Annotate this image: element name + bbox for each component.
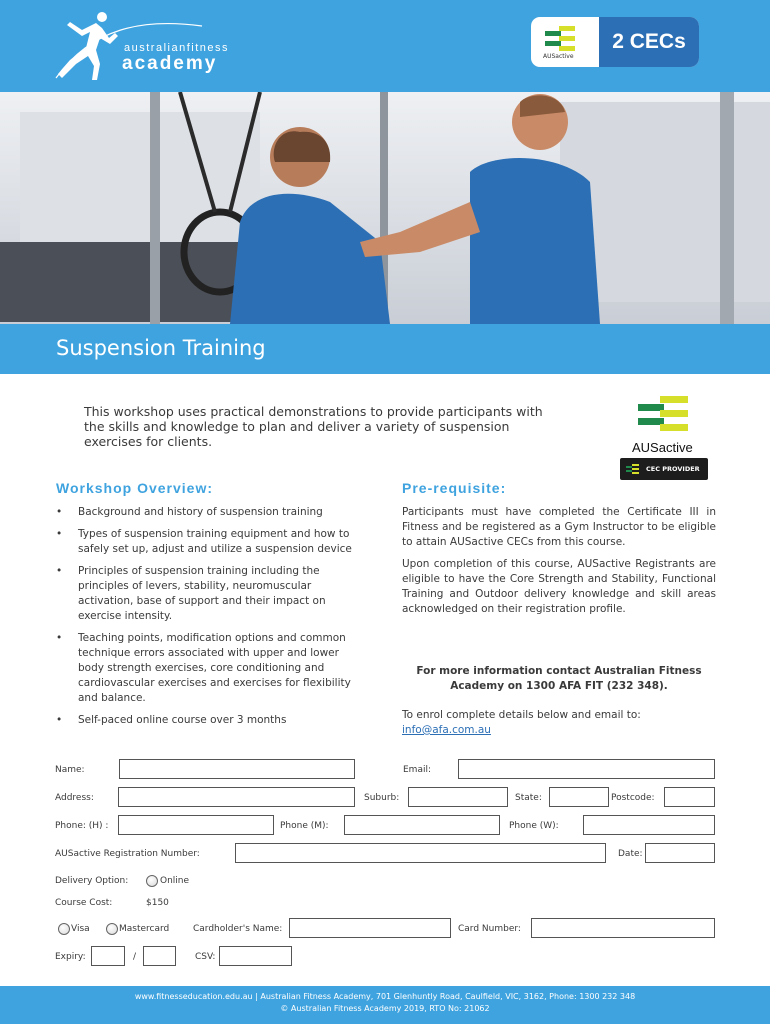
- hero-photo: [0, 92, 770, 324]
- phone-h-label: Phone: (H) :: [55, 821, 109, 831]
- footer: [0, 986, 770, 1024]
- logo-text-bottom: academy: [122, 53, 218, 74]
- prereq-text: [402, 505, 716, 624]
- cec-count: 2 CECs: [599, 17, 699, 67]
- email-field[interactable]: [458, 759, 715, 779]
- header-bar: [0, 0, 770, 92]
- list-item: • Background and history of suspension training: [56, 505, 366, 520]
- list-item: • Principles of suspension training including the principles of levers, stability, neuromuscular activation, base of support and their impact on exercise intensity.: [56, 564, 366, 624]
- suburb-field[interactable]: [408, 787, 508, 807]
- cardholder-field[interactable]: [289, 918, 451, 938]
- cec-provider-badge: [620, 458, 708, 480]
- postcode-label: Postcode:: [611, 793, 655, 803]
- delivery-label: Delivery Option:: [55, 876, 129, 886]
- expiry-month-field[interactable]: [91, 946, 125, 966]
- page-title: Suspension Training: [56, 336, 266, 360]
- ausactive-label: AUSactive: [632, 440, 693, 455]
- email-link[interactable]: info@afa.com.au: [402, 724, 491, 736]
- course-cost-value: $150: [146, 898, 169, 908]
- expiry-label: Expiry:: [55, 952, 86, 962]
- footer-copyright: © Australian Fitness Academy 2019, RTO No: 21062: [280, 1004, 490, 1013]
- mastercard-radio[interactable]: [106, 923, 118, 935]
- title-band: [0, 324, 770, 374]
- csv-label: CSV:: [195, 952, 216, 962]
- name-label: Name:: [55, 765, 85, 775]
- overview-title: Workshop Overview:: [56, 480, 214, 496]
- phone-m-field[interactable]: [344, 815, 500, 835]
- expiry-separator: /: [133, 952, 137, 962]
- address-label: Address:: [55, 793, 94, 803]
- enrol-info: [402, 708, 716, 738]
- visa-radio[interactable]: [58, 923, 70, 935]
- phone-m-label: Phone (M):: [280, 821, 329, 831]
- list-item: • Self-paced online course over 3 months: [56, 713, 366, 728]
- phone-h-field[interactable]: [118, 815, 274, 835]
- phone-w-field[interactable]: [583, 815, 715, 835]
- list-item: • Types of suspension training equipment and how to safely set up, adjust and utilize a suspension device: [56, 527, 366, 557]
- course-cost-label: Course Cost:: [55, 898, 113, 908]
- contact-info: For more information contact Australian Fitness Academy on 1300 AFA FIT (232 348).: [416, 665, 702, 692]
- state-field[interactable]: [549, 787, 609, 807]
- email-label: Email:: [403, 765, 432, 775]
- reg-number-field[interactable]: [235, 843, 606, 863]
- suburb-label: Suburb:: [364, 793, 400, 803]
- cec-badge-logo-text: AUSactive: [543, 53, 574, 60]
- footer-address: www.fitnesseducation.edu.au | Australian Fitness Academy, 701 Glenhuntly Road, Caulfield, VIC, 3162, Phone: 1300 232 348: [134, 992, 636, 1001]
- date-field[interactable]: [645, 843, 715, 863]
- prereq-title: Pre-requisite:: [402, 480, 507, 496]
- phone-w-label: Phone (W):: [509, 821, 559, 831]
- card-number-label: Card Number:: [458, 924, 521, 934]
- enrol-text: To enrol complete details below and email to:: [402, 709, 641, 721]
- name-field[interactable]: [119, 759, 355, 779]
- address-field[interactable]: [118, 787, 355, 807]
- visa-label: Visa: [71, 924, 90, 934]
- prereq-paragraph-1: Participants must have completed the Certificate III in Fitness and be registered as a Gym Instructor to be eligible to attain AUSactive CECs from this course.: [402, 506, 716, 548]
- list-item: • Teaching points, modification options and common technique errors associated with upper and lower body strength exercises, core conditioning and cardiovascular exercises and exercises for flexibility and balance.: [56, 631, 366, 706]
- postcode-field[interactable]: [664, 787, 715, 807]
- expiry-year-field[interactable]: [143, 946, 176, 966]
- cec-provider-icon: [626, 463, 640, 475]
- date-label: Date:: [618, 849, 643, 859]
- ausactive-mini-icon: [545, 23, 585, 57]
- card-number-field[interactable]: [531, 918, 715, 938]
- mastercard-label: Mastercard: [119, 924, 170, 934]
- online-label: Online: [160, 876, 190, 886]
- csv-field[interactable]: [219, 946, 292, 966]
- cec-badge: [531, 17, 699, 67]
- intro-text: This workshop uses practical demonstrations to provide participants with the skills and knowledge to plan and deliver a variety of suspension exercises for clients.: [84, 404, 543, 449]
- cardholder-label: Cardholder's Name:: [193, 924, 283, 934]
- cec-provider-text: CEC PROVIDER: [646, 465, 700, 473]
- prereq-paragraph-2: Upon completion of this course, AUSactive Registrants are eligible to have the Core Strength and Stability, Functional Training and Outdoor delivery knowledge and skill areas acknowledged on their registration profile.: [402, 558, 716, 615]
- reg-number-label: AUSactive Registration Number:: [55, 849, 200, 859]
- online-radio[interactable]: [146, 875, 158, 887]
- logo-text-top: australianfitness: [124, 42, 229, 54]
- state-label: State:: [515, 793, 542, 803]
- overview-list: [56, 505, 366, 735]
- afa-logo: [52, 8, 252, 84]
